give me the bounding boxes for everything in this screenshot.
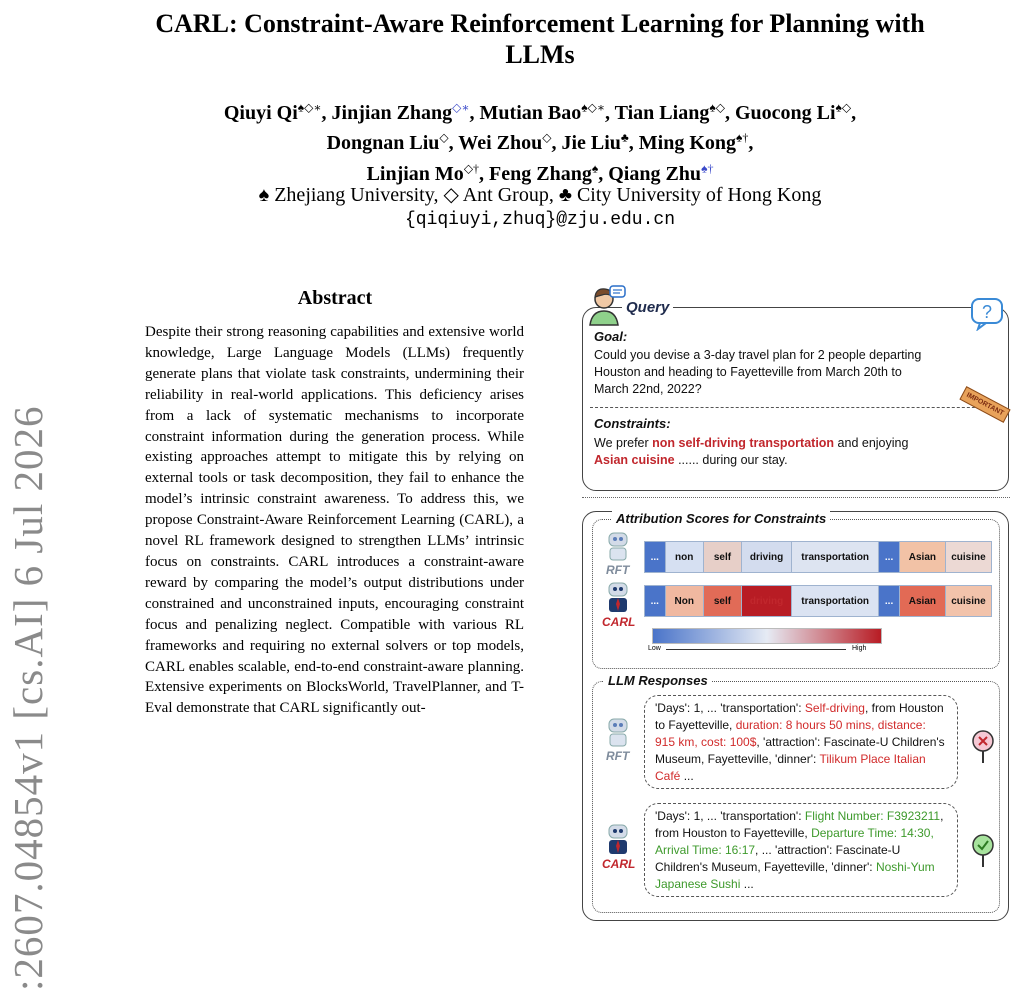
- constraints-label: Constraints:: [594, 416, 671, 431]
- token-cell: cuisine: [946, 542, 991, 572]
- token-cell: driving: [742, 542, 792, 572]
- title-line-1: CARL: Constraint-Aware Reinforcement Learning for Planning with: [155, 9, 925, 38]
- carl-label: CARL: [602, 615, 636, 629]
- section-divider: [590, 407, 1000, 408]
- affiliations: ♠ Zhejiang University, ◇ Ant Group, ♣ City University of Hong Kong: [258, 184, 822, 206]
- question-bubble-icon: [970, 297, 1006, 331]
- scale-low-label: Low: [648, 645, 661, 652]
- token-cell: ...: [879, 542, 900, 572]
- abstract-body: Despite their strong reasoning capabilities and extensive world knowledge, Large Language Models (LLMs) frequently generate plans that violate task constraints, undermining their reliability in real-world applications. This deficiency arises from a lack of systematic mechanisms to incorporate constraint information during the generation process. While existing approaches attempt to mitigate this by relying on external tools or task decomposition, they fail to enhance the model’s intrinsic constraint awareness. To address this, we propose Constraint-Aware Reinforcement Learning (CARL), a novel RL framework designed to strengthen LLMs’ intrinsic focus on constraints. CARL introduces a constraint-aware reward by comparing the model’s output distributions under constrained and unconstrained inputs, encouraging constraint focus and penalizing neglect. Compatible with various RL frameworks and requiring no external solvers or top models, CARL enables scalable, end-to-end constraint-aware planning. Extensive experiments on BlocksWorld, TravelPlanner, and T-Eval demonstrate that CARL significantly out-: [145, 324, 524, 717]
- token-cell: cuisine: [946, 586, 991, 616]
- correct-pin-icon: [970, 833, 996, 869]
- attribution-color-scale: [652, 628, 882, 644]
- author: Linjian Mo◇†,: [366, 161, 490, 185]
- token-cell: Asian: [900, 542, 946, 572]
- author: Qiang Zhu♠†: [608, 161, 714, 185]
- attribution-title: Attribution Scores for Constraints: [612, 511, 830, 526]
- author: Guocong Li♠◇,: [734, 100, 857, 124]
- paper-title: [120, 8, 960, 70]
- robot-rft-icon: [604, 531, 632, 561]
- arxiv-identifier: :2607.04854v1 [cs.AI] 6 Jul 2026: [5, 405, 51, 991]
- token-cell: ...: [645, 542, 666, 572]
- author: Jinjian Zhang◇∗,: [331, 100, 480, 124]
- token-cell: ...: [879, 586, 900, 616]
- rft-attribution-row: [644, 541, 992, 573]
- author-list: [100, 95, 980, 187]
- title-line-2: LLMs: [505, 40, 575, 69]
- carl-label: CARL: [602, 857, 636, 871]
- robot-rft-icon: [604, 717, 632, 747]
- token-cell: ...: [645, 586, 666, 616]
- constraints-text: We prefer non self-driving transportation and enjoying Asian cuisine ...... during our stay.: [594, 436, 909, 467]
- author: Dongnan Liu◇,: [326, 130, 459, 155]
- robot-carl-icon: [604, 581, 632, 613]
- token-cell: non: [666, 542, 704, 572]
- responses-title: LLM Responses: [604, 673, 712, 688]
- token-cell: driving: [742, 586, 792, 616]
- author: Ming Kong♠†,: [638, 130, 754, 155]
- wrong-pin-icon: [970, 729, 996, 765]
- important-stamp: IMPORTANT: [959, 386, 1010, 423]
- token-cell: transportation: [792, 586, 879, 616]
- goal-text: Could you devise a 3-day travel plan for 2 people departing Houston and heading to Fayetteville from March 20th to March 22nd, 2022?: [594, 348, 922, 396]
- author: Qiuyi Qi♠◇∗,: [223, 100, 332, 124]
- author: Wei Zhou◇,: [458, 130, 562, 155]
- rft-label: RFT: [606, 563, 630, 577]
- query-label: Query: [622, 299, 673, 316]
- figure-separator: [582, 497, 1010, 498]
- author: Feng Zhang♠,: [489, 161, 609, 185]
- goal-label: Goal:: [594, 329, 628, 344]
- rft-response: 'Days': 1, ... 'transportation': Self-driving, from Houston to Fayetteville, duration: 8 hours 50 mins, distance: 915 km, cost: 100$, 'attraction': Fascinate-U Children's Museum, Fayetteville, 'dinner': Tilikum Place Italian Café ...: [644, 695, 958, 789]
- robot-carl-icon: [604, 823, 632, 855]
- rft-label: RFT: [606, 749, 630, 763]
- figure-1: [582, 285, 1017, 917]
- author: Mutian Bao♠◇∗,: [479, 100, 615, 124]
- scale-high-label: High: [852, 645, 867, 652]
- author: Jie Liu♣,: [561, 130, 639, 155]
- author: Tian Liang♠◇,: [614, 100, 735, 124]
- carl-response: 'Days': 1, ... 'transportation': Flight Number: F3923211, from Houston to Fayetteville, Departure Time: 14:30, Arrival Time: 16:17, ... 'attraction': Fascinate-U Children's Museum, Fayetteville, 'dinner': Noshi-Yum Japanese Sushi ...: [644, 803, 958, 897]
- svg-text:?: ?: [981, 302, 993, 322]
- contact-emails[interactable]: {qiqiuyi,zhuq}@zju.edu.cn: [404, 210, 676, 230]
- token-cell: transportation: [792, 542, 879, 572]
- constraint-highlight: non self-driving transportation: [652, 436, 835, 450]
- token-cell: self: [704, 542, 742, 572]
- constraint-highlight: Asian cuisine: [594, 453, 675, 467]
- token-cell: Non: [666, 586, 704, 616]
- scale-arrow: [666, 649, 846, 650]
- token-cell: self: [704, 586, 742, 616]
- abstract-heading: Abstract: [297, 287, 373, 309]
- carl-attribution-row: [644, 585, 992, 617]
- token-cell: Asian: [900, 586, 946, 616]
